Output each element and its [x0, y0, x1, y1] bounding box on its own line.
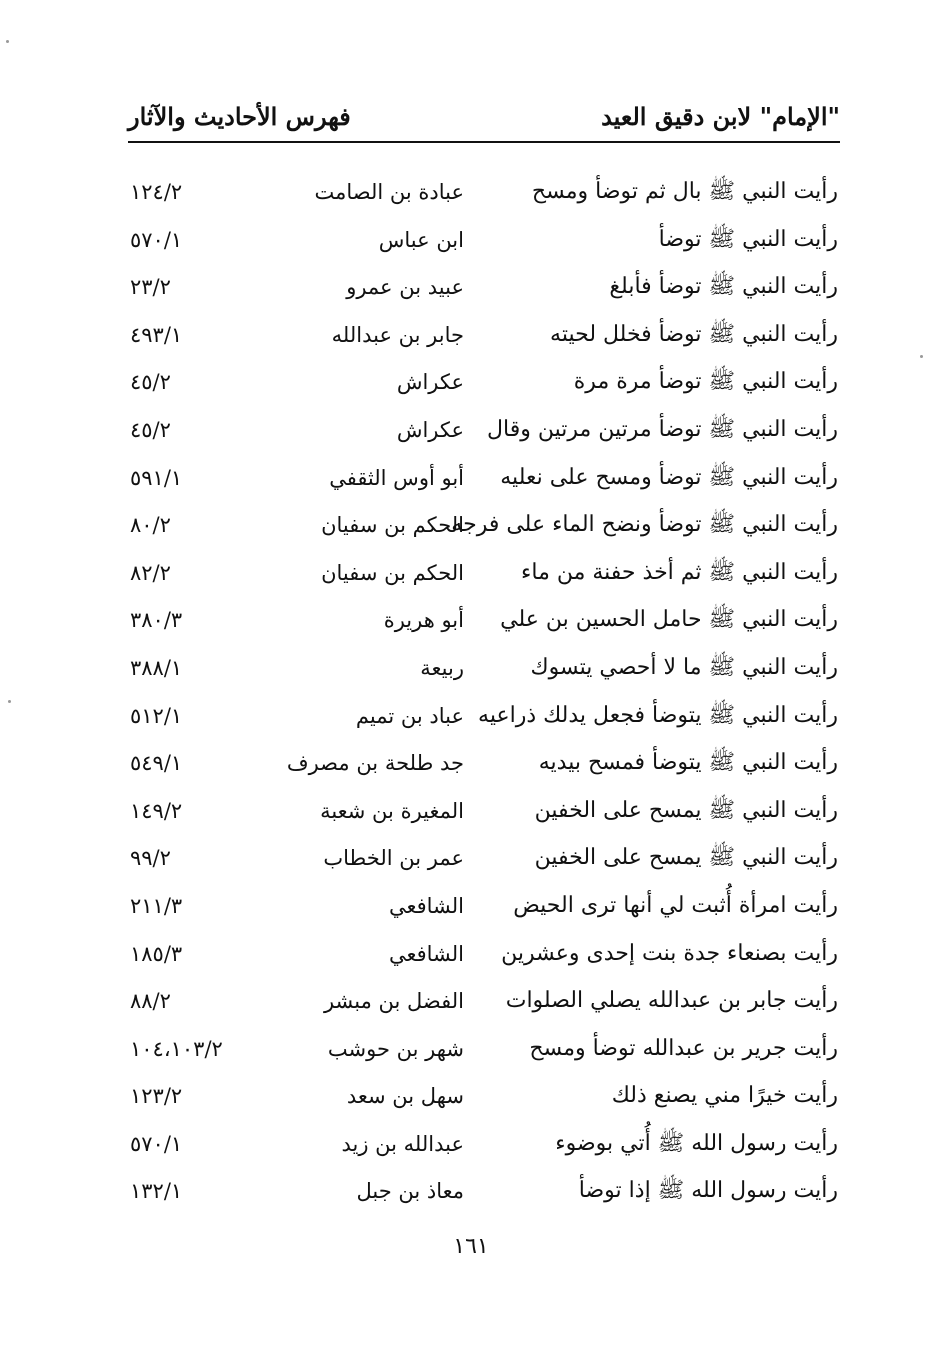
narrator: ربيعة: [420, 655, 464, 680]
volume-page-ref: ١٠٤،١٠٣/٢: [130, 1036, 223, 1061]
volume-page-ref: ٢٣/٢: [130, 275, 171, 300]
hadith-text: رأيت النبي ﷺ توضأ: [658, 226, 838, 252]
narrator: الحكم بن سفيان: [321, 560, 464, 585]
hadith-text: رأيت النبي ﷺ يتوضأ فجعل يدلك ذراعيه: [478, 702, 838, 728]
volume-page-ref: ٥٩١/١: [130, 465, 183, 490]
hadith-text: رأيت خيرًا مني يصنع ذلك: [611, 1083, 838, 1109]
hadith-text: رأيت جابر بن عبدالله يصلي الصلوات: [505, 988, 838, 1014]
list-item: [0, 1120, 942, 1168]
hadith-text: رأيت رسول الله ﷺ أُتي بوضوء: [555, 1130, 838, 1156]
narrator: عبدالله بن زيد: [341, 1131, 464, 1156]
page-number: ١٦١: [453, 1234, 489, 1259]
volume-page-ref: ٨٢/٢: [130, 560, 171, 585]
list-item: [0, 454, 942, 502]
volume-page-ref: ٤٥/٢: [130, 370, 171, 395]
hadith-text: رأيت النبي ﷺ بال ثم توضأ ومسح: [531, 179, 838, 204]
volume-page-ref: ٥١٢/١: [130, 703, 183, 728]
list-item: [0, 787, 942, 835]
volume-page-ref: ١٤٩/٢: [130, 798, 183, 823]
volume-page-ref: ٨٨/٢: [130, 989, 171, 1014]
narrator: الشافعي: [388, 893, 464, 918]
hadith-index-list: [0, 168, 942, 1215]
list-item: [0, 549, 942, 597]
volume-page-ref: ٤٥/٢: [130, 417, 171, 442]
hadith-text: رأيت النبي ﷺ توضأ فخلل لحيته: [550, 321, 838, 347]
hadith-text: رأيت امرأة أُثبت لي أنها ترى الحيض: [513, 892, 838, 918]
volume-page-ref: ١٢٤/٢: [130, 180, 183, 204]
volume-page-ref: ٣٨٠/٣: [130, 608, 183, 633]
narrator: عبادة بن الصامت: [314, 180, 464, 204]
hadith-text: رأيت رسول الله ﷺ إذا توضأ: [578, 1178, 838, 1204]
narrator: المغيرة بن شعبة: [320, 798, 464, 823]
hadith-text: رأيت النبي ﷺ توضأ ونضح الماء على فرجه: [451, 512, 838, 538]
hadith-text: رأيت النبي ﷺ ما لا أحصي يتسوك: [530, 654, 838, 680]
narrator: الشافعي: [388, 941, 464, 966]
hadith-text: رأيت النبي ﷺ توضأ فأبلغ: [609, 274, 838, 300]
hadith-text: رأيت النبي ﷺ يتوضأ فمسح بيديه: [538, 750, 838, 776]
hadith-text: رأيت النبي ﷺ توضأ مرتين مرتين وقال: [487, 416, 838, 442]
list-item: [0, 406, 942, 454]
list-item: [0, 739, 942, 787]
list-item: [0, 1167, 942, 1215]
narrator: عكراش: [396, 417, 464, 442]
narrator: عباد بن تميم: [355, 703, 464, 728]
scan-speck: [920, 355, 923, 358]
volume-page-ref: ٢١١/٣: [130, 893, 183, 918]
volume-page-ref: ٤٩٣/١: [130, 322, 183, 347]
volume-page-ref: ٥٤٩/١: [130, 751, 183, 776]
hadith-text: رأيت النبي ﷺ توضأ ومسح على نعليه: [500, 464, 838, 490]
volume-page-ref: ٥٧٠/١: [130, 227, 183, 252]
hadith-text: رأيت النبي ﷺ يمسح على الخفين: [534, 845, 838, 871]
volume-page-ref: ١٨٥/٣: [130, 941, 183, 966]
section-title: فهرس الأحاديث والآثار: [128, 102, 351, 131]
narrator: أبو أوس الثقفي: [329, 465, 464, 490]
list-item: [0, 1072, 942, 1120]
narrator: الحكم بن سفيان: [321, 513, 464, 538]
hadith-text: رأيت بصنعاء جدة بنت إحدى وعشرين: [501, 940, 838, 966]
narrator: معاذ بن جبل: [356, 1179, 464, 1204]
volume-page-ref: ٨٠/٢: [130, 513, 171, 538]
narrator: عمر بن الخطاب: [323, 846, 464, 871]
list-item: [0, 692, 942, 740]
running-header: [128, 96, 840, 140]
narrator: عبيد بن عمرو: [346, 275, 464, 300]
header-rule: [128, 141, 840, 143]
narrator: الفضل بن مبشر: [323, 989, 464, 1014]
narrator: جد طلحة بن مصرف: [286, 751, 464, 776]
list-item: [0, 311, 942, 359]
list-item: [0, 501, 942, 549]
scan-speck: [8, 700, 11, 703]
list-item: [0, 977, 942, 1025]
volume-page-ref: ١٢٣/٢: [130, 1084, 183, 1109]
list-item: [0, 1025, 942, 1073]
hadith-text: رأيت النبي ﷺ حامل الحسين بن علي: [500, 607, 838, 633]
list-item: [0, 263, 942, 311]
list-item: [0, 596, 942, 644]
hadith-text: رأيت النبي ﷺ ثم أخذ حفنة من ماء: [521, 559, 838, 585]
hadith-text: رأيت النبي ﷺ توضأ مرة مرة: [573, 369, 838, 395]
volume-page-ref: ٥٧٠/١: [130, 1131, 183, 1156]
scan-speck: [6, 40, 9, 43]
narrator: جابر بن عبدالله: [331, 322, 464, 347]
list-item: [0, 216, 942, 264]
volume-page-ref: ١٣٢/١: [130, 1179, 183, 1204]
list-item: [0, 930, 942, 978]
volume-page-ref: ٩٩/٢: [130, 846, 171, 871]
list-item: [0, 168, 942, 216]
narrator: أبو هريرة: [383, 608, 464, 633]
list-item: [0, 882, 942, 930]
narrator: شهر بن حوشب: [327, 1036, 464, 1061]
hadith-text: رأيت النبي ﷺ يمسح على الخفين: [534, 797, 838, 823]
list-item: [0, 358, 942, 406]
narrator: ابن عباس: [378, 227, 464, 252]
narrator: عكراش: [396, 370, 464, 395]
list-item: [0, 834, 942, 882]
book-title: "الإمام" لابن دقيق العيد: [601, 102, 840, 131]
hadith-text: رأيت جرير بن عبدالله توضأ ومسح: [529, 1035, 838, 1061]
narrator: سهل بن سعد: [346, 1084, 464, 1109]
volume-page-ref: ٣٨٨/١: [130, 655, 183, 680]
list-item: [0, 644, 942, 692]
